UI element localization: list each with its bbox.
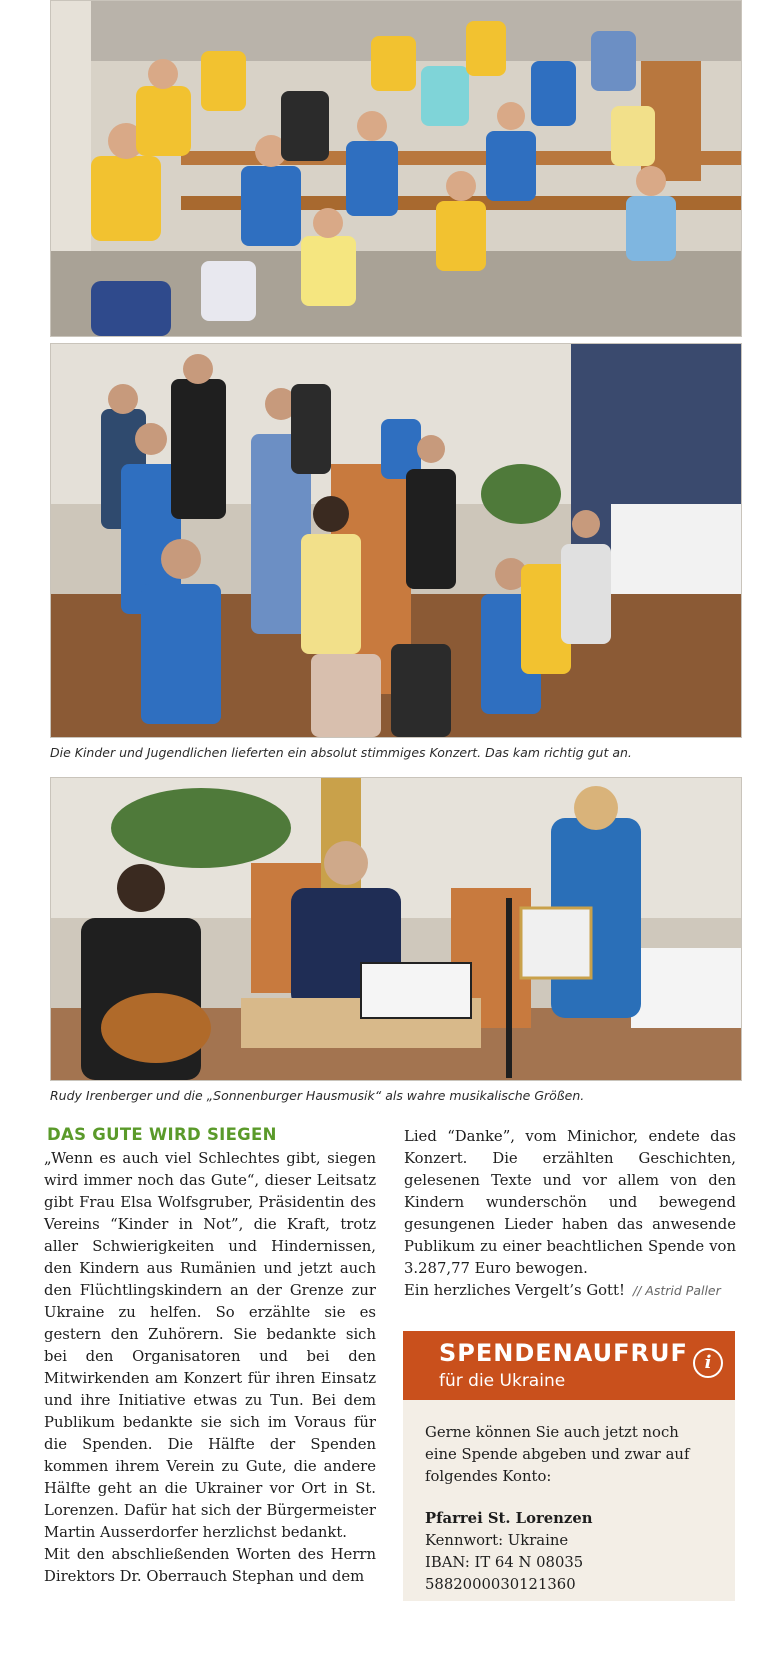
info-icon: i — [693, 1348, 723, 1378]
donation-box — [403, 1331, 735, 1601]
donation-subtitle: für die Ukraine — [439, 1371, 566, 1391]
article-heading: DAS GUTE WIRD SIEGEN — [47, 1125, 277, 1144]
donation-banner — [403, 1331, 735, 1400]
choir-photo-middle — [50, 343, 742, 738]
photo-caption-choir: Die Kinder und Jugendlichen lieferten ein absolut stimmiges Konzert. Das kam richtig gut an. — [50, 745, 632, 760]
donation-keyword: Kennwort: Ukraine — [425, 1532, 569, 1549]
choir-photo-top-image — [51, 1, 741, 336]
donation-account — [425, 1508, 715, 1596]
donation-title: SPENDENAUFRUF — [439, 1339, 688, 1367]
choir-photo-top — [50, 0, 742, 337]
article-column-left — [44, 1148, 376, 1588]
donation-iban: IBAN: IT 64 N 08035 5882000030121360 — [425, 1554, 584, 1593]
photo-caption-musicians: Rudy Irenberger und die „Sonnenburger Hausmusik“ als wahre musikalische Größen. — [50, 1088, 585, 1103]
article-paragraph: Mit den abschließenden Worten des Herrn Direktors Dr. Oberrauch Stephan und dem — [44, 1546, 376, 1585]
article-paragraph: „Wenn es auch viel Schlechtes gibt, siegen wird immer noch das Gute“, dieser Leitsatz gibt Frau Elsa Wolfsgruber, Präsidentin des Vereins “Kinder in Not”, die Kraft, trotz aller Schwierigkeiten und Hindernissen, den Kindern aus Rumänien und jetzt auch den Flüchtlingskindern an der Grenze zur Ukraine zu helfen. So erzählte sie es gestern den Zuhörern. Sie bedankte sich bei den Organisatoren und bei den Mitwirkenden am Konzert für ihren Einsatz und ihre Initiative etwas zu Tun. Bei dem Publikum bedankte sie sich im Voraus für die Spenden. Die Hälfte der Spenden kommen ihrem Verein zu Gute, die andere Hälfte geht an die Ukrainer vor Ort in St. Lorenzen. Dafür hat sich der Bürgermeister Martin Ausserdorfer herzlichst bedankt. — [44, 1150, 376, 1541]
donation-body — [403, 1400, 735, 1596]
musicians-photo-image — [51, 778, 741, 1080]
choir-photo-middle-image — [51, 344, 741, 737]
article-paragraph: Lied “Danke”, vom Minichor, endete das Konzert. Die erzählten Geschichten, gelesenen Texte und vor allem von den Kindern wunderschön und bewegend gesungenen Lieder haben das anwesende Publikum zu einer beachtlichen Spende von 3.287,77 Euro bewogen. — [404, 1128, 736, 1277]
article-author: // Astrid Paller — [632, 1283, 721, 1298]
donation-account-name: Pfarrei St. Lorenzen — [425, 1510, 593, 1527]
article-thanks: Ein herzliches Vergelt’s Gott! — [404, 1282, 625, 1299]
musicians-photo — [50, 777, 742, 1081]
article-closing — [404, 1280, 736, 1302]
donation-intro: Gerne können Sie auch jetzt noch eine Spende abgeben und zwar auf folgendes Konto: — [425, 1424, 690, 1485]
article-column-right — [404, 1126, 736, 1302]
